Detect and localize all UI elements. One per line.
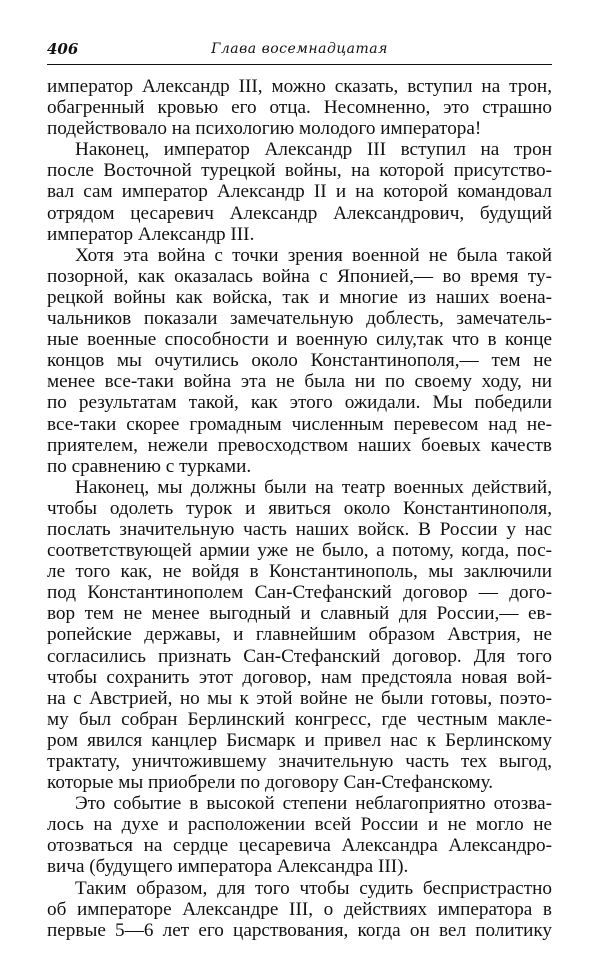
book-page <box>47 40 552 941</box>
text-line: отозваться на сердце цесаревича Александра Александро- <box>47 835 552 857</box>
text-line: после Восточной турецкой войны, на которой присутство- <box>47 160 552 182</box>
text-line: все-таки скорее громадным численным перевесом над не- <box>47 413 552 435</box>
text-line: которые мы приобрели по договору Сан-Стефанскому. <box>47 772 494 794</box>
text-line: ные военные способности и военную силу,так что в конце <box>47 329 552 351</box>
text-line: вича (будущего императора Александра III). <box>47 856 409 878</box>
text-line: на с Австрией, но мы к этой войне не были готовы, поэто- <box>47 687 552 709</box>
text-line: ле того как, не войдя в Константинополь, мы заключили <box>47 561 552 583</box>
text-line: по результатам такой, как этого ожидали. Мы победили <box>47 392 552 414</box>
text-line: чтобы сохранить этот договор, нам предстояла новая вой- <box>47 666 552 688</box>
text-line: трактату, уничтожившему значительную часть тех выгод, <box>47 751 552 772</box>
text-line: Наконец, мы должны были на театр военных действий, <box>75 476 552 498</box>
header-rule <box>47 64 552 65</box>
text-line: согласились признать Сан-Стефанский договор. Для того <box>47 645 552 667</box>
text-line: ром явился канцлер Бисмарк и привел нас к Берлинскому <box>47 729 552 751</box>
text-line: под Константинополем Сан-Стефанский договор — дого- <box>47 582 552 604</box>
text-line: позорной, как оказалась война с Японией,— во время ту- <box>47 265 552 287</box>
text-line: му был собран Берлинский конгресс, где честным макле- <box>47 708 552 730</box>
body-text <box>47 76 552 941</box>
paragraph <box>47 878 552 941</box>
text-line: лось на духе и расположении всей России и не могло не <box>47 814 552 836</box>
text-line: менее все-таки война эта не была ни по своему ходу, ни <box>47 371 552 393</box>
text-line: по сравнению с турками. <box>47 455 252 477</box>
text-line: обагренный кровью его отца. Несомненно, это страшно <box>47 97 552 119</box>
text-line: вал сам император Александр II и на которой командовал <box>47 181 552 203</box>
paragraph <box>47 139 552 244</box>
text-line: ропейские державы, и главнейшим образом Австрия, не <box>47 624 552 646</box>
text-line: послать значительную часть наших войск. В России у нас <box>47 518 552 540</box>
text-line: приятелем, нежели превосходством наших боевых качеств <box>47 434 552 456</box>
text-line: об императоре Александре III, о действиях императора в <box>47 898 552 920</box>
text-line: подействовало на психологию молодого императора! <box>47 118 482 140</box>
text-line: Наконец, император Александр III вступил на трон <box>75 139 552 161</box>
text-line: чальников показали замечательную доблесть, замечатель- <box>47 308 552 330</box>
paragraph <box>47 76 552 139</box>
paragraph <box>47 477 552 793</box>
paragraph <box>47 245 552 477</box>
text-line: рецкой войны как войска, так и многие из наших воена- <box>47 286 552 308</box>
text-line: император Александр III. <box>47 223 255 245</box>
text-line: первые 5—6 лет его царствования, когда он вел политику <box>47 919 552 941</box>
text-line: отрядом цесаревич Александр Александрович, будущий <box>47 202 552 224</box>
page-number: 406 <box>47 40 79 58</box>
text-line: Таким образом, для того чтобы судить беспристрастно <box>75 877 552 899</box>
text-line: Хотя эта война с точки зрения военной не была такой <box>75 244 552 266</box>
text-line: соответствующей армии уже не было, а потому, когда, пос- <box>47 540 552 562</box>
text-line: император Александр III, можно сказать, вступил на трон, <box>47 76 552 97</box>
text-line: Это событие в высокой степени неблагоприятно отозва- <box>75 793 552 815</box>
text-line: чтобы одолеть турок и явиться около Константинополя, <box>47 497 552 519</box>
chapter-title: Глава восемнадцатая <box>211 41 388 57</box>
running-head <box>47 40 552 62</box>
paragraph <box>47 793 552 877</box>
text-line: вор тем не менее выгодный и славный для России,— ев- <box>47 603 552 625</box>
text-line: концов мы очутились около Константинополя,— тем не <box>47 350 552 372</box>
